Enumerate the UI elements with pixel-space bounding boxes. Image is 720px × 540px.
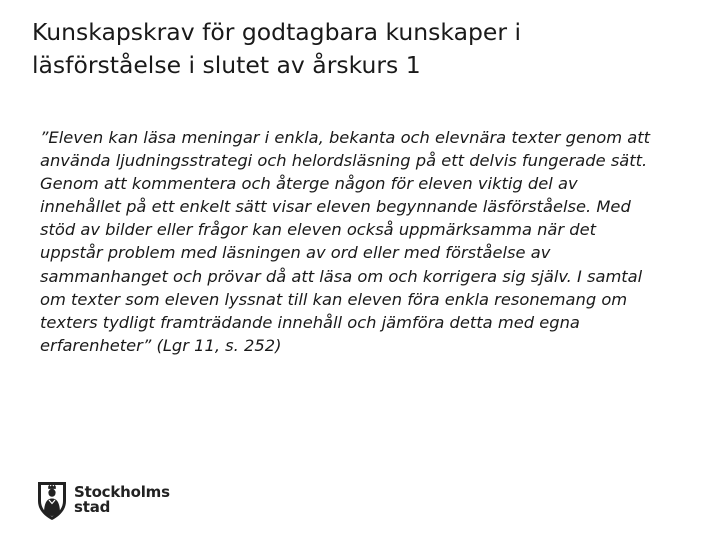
quote-line: använda ljudningsstrategi och helordsläsning på ett delvis fungerade sätt.: [40, 151, 648, 171]
stockholms-stad-logo: [36, 478, 170, 522]
quote-line: innehållet på ett enkelt sätt visar eleven begynnande läsförståelse. Med: [40, 197, 631, 217]
logo-line1: Stockholms: [74, 483, 170, 501]
logo-line2: stad: [74, 498, 111, 516]
title-line: läsförståelse i slutet av årskurs 1: [32, 51, 421, 79]
quote-line: ”Eleven kan läsa meningar i enkla, bekanta och elevnära texter genom att: [40, 128, 651, 147]
quote-line: erfarenheter” (Lgr 11, s. 252): [40, 335, 282, 355]
quote-line: sammanhanget och prövar då att läsa om och korrigera sig själv. I samtal: [40, 266, 643, 286]
quote-line: texters tydligt framträdande innehåll och jämföra detta med egna: [40, 312, 580, 332]
title-line: Kunskapskrav för godtagbara kunskaper i: [32, 18, 522, 46]
stockholm-crest-icon: [36, 479, 68, 521]
quote-line: uppstår problem med läsningen av ord eller med förståelse av: [40, 243, 551, 263]
quote-line: om texter som eleven lyssnat till kan eleven föra enkla resonemang om: [40, 289, 628, 309]
slide-title: [32, 16, 692, 82]
curriculum-quote: [40, 126, 695, 357]
quote-line: stöd av bilder eller frågor kan eleven också uppmärksamma när det: [40, 220, 597, 240]
quote-line: Genom att kommentera och återge någon för eleven viktig del av: [40, 174, 578, 194]
logo-wordmark: [74, 485, 170, 515]
